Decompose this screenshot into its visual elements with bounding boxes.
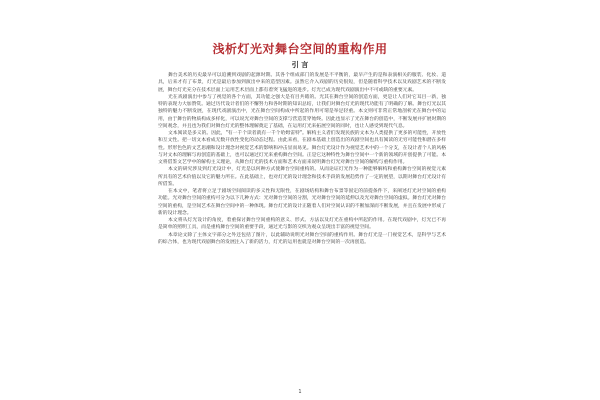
paragraph: 本文的研究涉及到灯光设计中，灯光是以何种方式使舞台空间重构的。从而论证灯光作为一种能够解构和重构舞台空间的视觉元素所具有的艺术价值以及它的魅力所在。在此基础上，也对灯光的设计理念和技术手段的发展趋势作了一定的展望，以期对舞台灯光设计有所借鉴。 xyxy=(158,167,446,187)
paragraph: 本章论文除了主体文字部分之外还包括了图片，以此辅助说明光对舞台空间的重构作用。舞台灯光是一门视觉艺术，是科学与艺术的综合体，也为现代戏剧舞台的发展注入了新的活力，灯光的运用也就是对舞台空间的一次再创造。 xyxy=(158,232,446,245)
paragraph: 光在戏剧演出中参与了视觉的各个方面，其功能之强大是有目共睹的。光其在舞台空间的创造方面，更是让人们对它耳目一新，独特的表现力大加赞赏。通过历代设计者们的不懈努力和各时期的知识总结，让我们对舞台灯光的现代功能有了明确的了解。舞台灯光以其独特的魅力不断发展，在现代戏剧演出中，光在舞台空间构成中所起的作用可谓是举足轻重。本文则可非常正常地剖析光在舞台中的运用，由于舞台的物质构成多样化，可以说光对舞台空间的支撑与营造贯穿始终。因此也显示了光在舞台的创造中，不断发展并扩展时期的空间观念，并且也为我们对舞台灯光的整体理解奠定了基础，在运用灯光来拓展空间的同时，也让人感受到现代气息。 xyxy=(158,94,446,129)
section-heading: 引 言 xyxy=(291,61,309,69)
paragraph: 文本阅读是多义的。因此，"有一千个读者就有一千个哈姆雷特"。解构主义者们发现民族的文本为人类提供了更多的可能性，开放性和互文性。把一切文本看成无数开放性变化的动态过程。由此来看，在剧本基础上创造出的戏剧空间也具有阅读的无穷可能性和潜在多样性。形形色色的文艺思潮和设计理念对视觉艺术的影响和冲击显而易见。舞台灯光设计作为视觉艺术中的一个分支，在设计者个人的风格与对文本的理解与再创造的基础上，也可以通过灯光来重构舞台空间。正是它这种特性为舞台空间中一个新的领域的开创提供了可能。本文将借鉴文艺学中的解构主义理论，从舞台灯光的技术方面和艺术方面来说明舞台灯光对舞台空间的解构与重构作用。 xyxy=(158,131,446,165)
paragraph: 本文将从灯光设计的角度，着重探讨舞台空间重构的意义、形式、方法以及灯光在重构中所起的作用。在现代戏剧中，灯光已不再是简单的照明工具，而是重构舞台空间的重要手段，通过光与影的交织为观众呈现出丰富的视觉空间。 xyxy=(158,218,446,231)
paragraph: 舞台美术的历史最早可以追溯到戏剧的起源时期。其各个组成部门的发展是不平衡的，最早产生的是和表演相关的服装、化妆、道具，后来才有了布景，灯光是最后参加到演出中来的造型因素。虽然它介入戏剧的历史很短，但是随着科学技术以及戏剧艺术的不断发展，舞台灯光充分在技术层面上运用艺术层面上都有着突飞猛进的进步。灯光已成为现代戏剧演出中不可或缺的重要元素。 xyxy=(158,73,446,93)
document-title: 浅析灯光对舞台空间的重构作用 xyxy=(212,42,388,56)
paragraph: 在本文中，笔者将立足于剧场空间阅读的多义性和无限性，在剧场结构和舞台布景等固定的前提条件下，来阐述灯光对空间的重构功能。光对舞台空间的重构可分为以下几种方式：光对舞台空间的分割，光对舞台空间的延伸以及光对舞台空间的虚拟。舞台灯光对舞台空间的重构，是空间艺术在舞台空间中的一种体现。舞台灯光的设计正随着人们对空间认识的不断加深而不断发展，并且在发展中形成了新的设计理念。 xyxy=(158,189,446,216)
body-text xyxy=(158,72,446,246)
page-number: 1 xyxy=(298,389,302,395)
